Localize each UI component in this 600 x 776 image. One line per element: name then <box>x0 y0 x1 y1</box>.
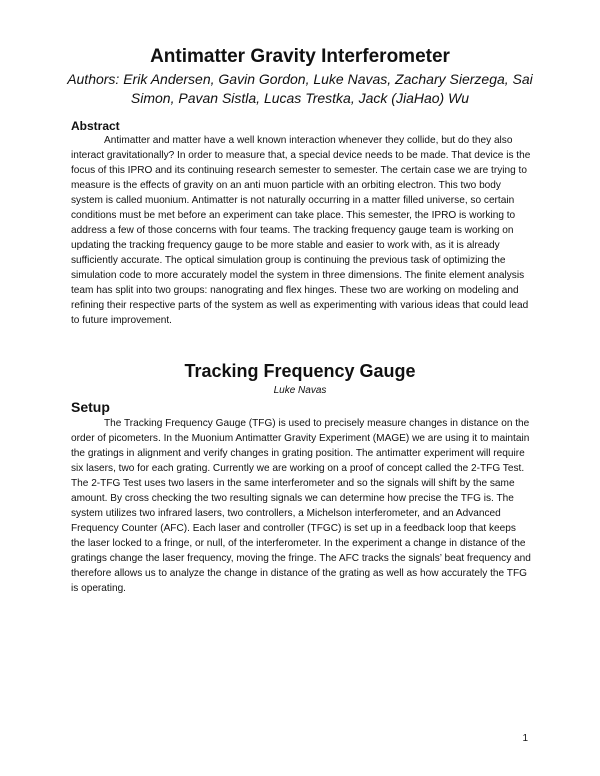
section-author: Luke Navas <box>273 385 327 396</box>
page-number: 1 <box>522 733 528 744</box>
setup-heading: Setup <box>71 399 110 415</box>
author-list: Authors: Erik Andersen, Gavin Gordon, Luke Navas, Zachary Sierzega, Sai Simon, Pavan Sistla, Lucas Trestka, Jack (JiaHao) Wu <box>67 71 533 106</box>
paper-title: Antimatter Gravity Interferometer <box>150 46 450 67</box>
section-title: Tracking Frequency Gauge <box>184 361 416 381</box>
setup-paragraph: The Tracking Frequency Gauge (TFG) is used to precisely measure changes in distance on the order of picometers. In the Muonium Antimatter Gravity Experiment (MAGE) we are using it to maintain the gratings in alignment and verify changes in grating position. The antimatter experiment will require six lasers, two for each grating. Currently we are working on a proof of concept called the 2-TFG Test. The 2-TFG Test uses two lasers in the same interferometer and so the signals will shift by the same amount. By cross checking the two resulting signals we can determine how precise the TFG is. The system utilizes two infrared lasers, two controllers, a Michelson interferometer, and an Advanced Frequency Counter (AFC). Each laser and controller (TFGC) is set up in a feedback loop that keeps the laser locked to a fringe, or null, of the interferometer. In the experiment a change in distance of the gratings change the laser frequency, moving the fringe. The AFC tracks the signals’ beat frequency and therefore allows us to analyze the change in distance of the grating as well as how accurately the TFG is operating. <box>71 418 531 594</box>
abstract-paragraph: Antimatter and matter have a well known interaction whenever they collide, but do they also interact gravitationally? In order to measure that, a special device needs to be made. That device is the focus of this IPRO and its continuing research semester to semester. The certain case we are trying to measure is the effects of gravity on an anti muon particle with an orbiting electron. This two body system is called muonium. Antimatter is not naturally occurring in a matter filled universe, so certain conditions must be met before an experiment can take place. This semester, the IPRO is working to address a few of those concerns with four teams. The tracking frequency gauge team is working on updating the tracking frequency gauge to be more stable and easier to work with, as it is already sufficiently accurate. The optical simulation group is continuing the previous task of optimizing the simulation code to more accurately model the system in three dimensions. The finite element analysis team has split into two groups: nanograting and flex hinges. These two are working on modeling and refining their respective parts of the system as well as experimenting with various ideas that could lead to future improvement. <box>71 135 531 326</box>
abstract-heading: Abstract <box>71 119 120 133</box>
